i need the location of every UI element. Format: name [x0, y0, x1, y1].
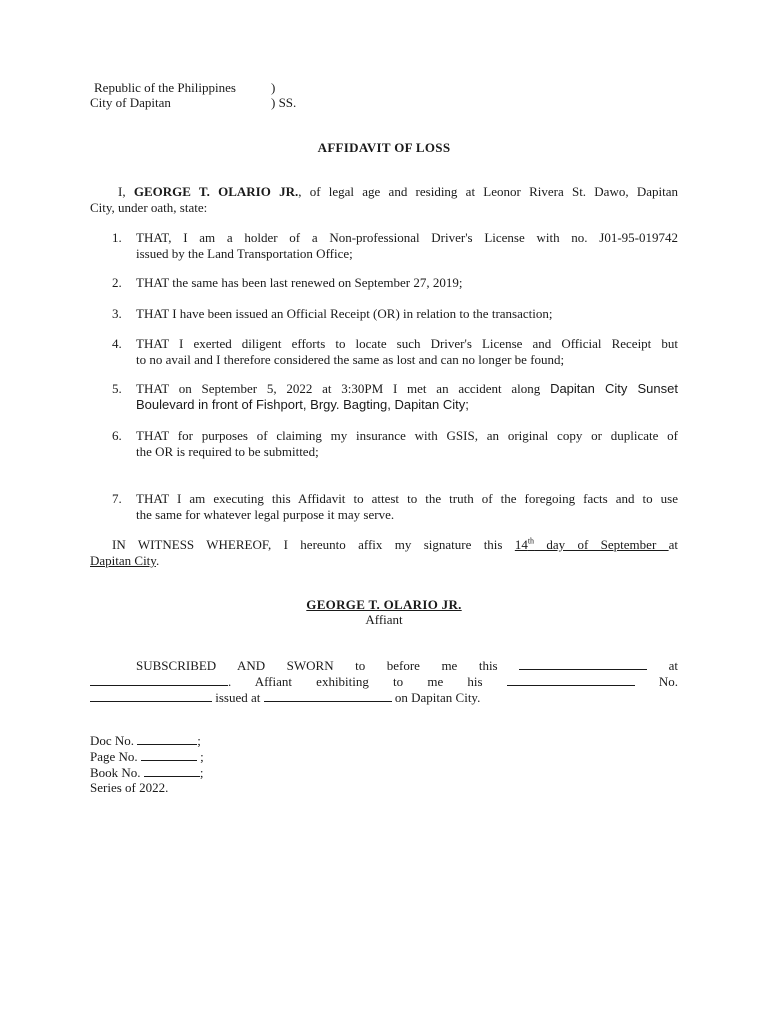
- jurat-paragraph: [90, 657, 678, 705]
- list-item-number: 7.: [112, 491, 122, 506]
- jurat-word: on Dapitan City.: [394, 690, 481, 705]
- jurat-line-2: [90, 673, 678, 689]
- page-no-blank[interactable]: [141, 748, 197, 761]
- jurat-word: before: [386, 658, 420, 673]
- book-no-blank[interactable]: [144, 764, 200, 777]
- date-blank[interactable]: [519, 657, 647, 670]
- jurat-line-3: [90, 689, 678, 705]
- jurat-word: issued at: [215, 690, 261, 705]
- jurat-word: me: [427, 674, 444, 689]
- registry-end: ;: [199, 765, 204, 780]
- jurat-word: at: [668, 658, 679, 673]
- place-blank[interactable]: [90, 673, 228, 686]
- witness-at: at: [668, 537, 678, 552]
- intro-line-1-rest: , of legal age and residing at Leonor Rivera St. Dawo, Dapitan: [298, 184, 678, 199]
- list-item-line: THAT the same has been last renewed on September 27, 2019;: [136, 275, 463, 290]
- witness-text: IN WITNESS WHEREOF, I hereunto affix my signature this: [112, 537, 515, 552]
- jurat-word: No.: [658, 674, 678, 689]
- doc-no-label: Doc No.: [90, 733, 138, 748]
- book-no-line: [90, 764, 204, 780]
- jurat-word: this: [478, 658, 498, 673]
- jurat-word: to: [355, 658, 366, 673]
- list-item-number: 3.: [112, 306, 122, 321]
- header-paren-1: ): [271, 80, 276, 95]
- intro-line-1: [90, 184, 678, 200]
- series-line: Series of 2022.: [90, 780, 169, 795]
- jurat-word: to: [393, 674, 404, 689]
- jurat-word: SWORN: [286, 658, 334, 673]
- list-item-number: 1.: [112, 230, 122, 245]
- registry-end: ;: [197, 733, 201, 748]
- list-item-number: 4.: [112, 336, 122, 351]
- accident-location-line: Boulevard in front of Fishport, Brgy. Bagting, Dapitan City;: [136, 397, 469, 412]
- jurat-word: AND: [236, 658, 266, 673]
- registry-block: [90, 732, 204, 796]
- list-item-line: issued by the Land Transportation Office;: [136, 246, 353, 261]
- witness-line-1: [90, 537, 678, 553]
- issued-place-blank[interactable]: [264, 689, 392, 702]
- list-item-line: THAT for purposes of claiming my insurance with GSIS, an original copy or duplicate of: [136, 428, 678, 443]
- affiant-role: Affiant: [365, 612, 403, 627]
- witness-day-suffix: th: [527, 536, 535, 546]
- list-item-number: 2.: [112, 275, 122, 290]
- jurat-word: me: [441, 658, 458, 673]
- intro-paragraph: [90, 184, 678, 216]
- doc-no-blank[interactable]: [137, 732, 197, 745]
- witness-place: Dapitan City: [90, 553, 156, 568]
- list-item-number: 6.: [112, 428, 122, 443]
- page-no-label: Page No.: [90, 749, 141, 764]
- jurat-line-1: [90, 657, 678, 673]
- jurat-word: his: [467, 674, 483, 689]
- list-item-line: the same for whatever legal purpose it may serve.: [136, 507, 395, 522]
- intro-prefix: I,: [118, 184, 134, 199]
- header-republic: [94, 80, 236, 96]
- book-no-label: Book No.: [90, 765, 144, 780]
- witness-date: [515, 537, 669, 552]
- list-item-line: THAT, I am a holder of a Non-professional Driver's License with no. J01-95-019742: [136, 230, 678, 245]
- doc-no-line: [90, 732, 204, 748]
- affiant-signature-name: GEORGE T. OLARIO JR.: [306, 597, 462, 612]
- registry-end: ;: [196, 749, 204, 764]
- document-title: AFFIDAVIT OF LOSS: [317, 140, 451, 155]
- affiant-name-inline: GEORGE T. OLARIO JR.: [133, 184, 299, 199]
- list-item-line: [136, 381, 678, 397]
- witness-day: 14: [514, 537, 528, 552]
- header-ss: ) SS.: [271, 95, 297, 110]
- id-number-blank[interactable]: [90, 689, 212, 702]
- list-item-line: to no avail and I therefore considered the same as lost and can no longer be found;: [136, 352, 565, 367]
- header-republic-text: Republic of the Philippines: [94, 80, 236, 95]
- accident-location-part: Dapitan City Sunset: [550, 381, 678, 396]
- header-city: City of Dapitan: [90, 95, 171, 110]
- witness-month: day of September: [534, 537, 669, 552]
- witness-line-2: [90, 553, 678, 569]
- jurat-word: exhibiting: [316, 674, 369, 689]
- jurat-word: .: [228, 674, 232, 689]
- list-item-line: THAT I exerted diligent efforts to locate such Driver's License and Official Receipt but: [136, 336, 678, 351]
- witness-paragraph: [90, 537, 678, 569]
- jurat-word: SUBSCRIBED: [136, 658, 217, 673]
- list-item-line: THAT I have been issued an Official Receipt (OR) in relation to the transaction;: [136, 306, 553, 321]
- jurat-word: Affiant: [254, 674, 293, 689]
- list-item-number: 5.: [112, 381, 122, 396]
- page-no-line: [90, 748, 204, 764]
- witness-end: .: [155, 553, 160, 568]
- list-item-line: THAT I am executing this Affidavit to attest to the truth of the foregoing facts and to use: [136, 491, 678, 506]
- id-type-blank[interactable]: [507, 673, 635, 686]
- list-item-line: the OR is required to be submitted;: [136, 444, 319, 459]
- list-item-line-part: THAT on September 5, 2022 at 3:30PM I met an accident along: [136, 381, 551, 396]
- intro-line-2: City, under oath, state:: [90, 200, 208, 215]
